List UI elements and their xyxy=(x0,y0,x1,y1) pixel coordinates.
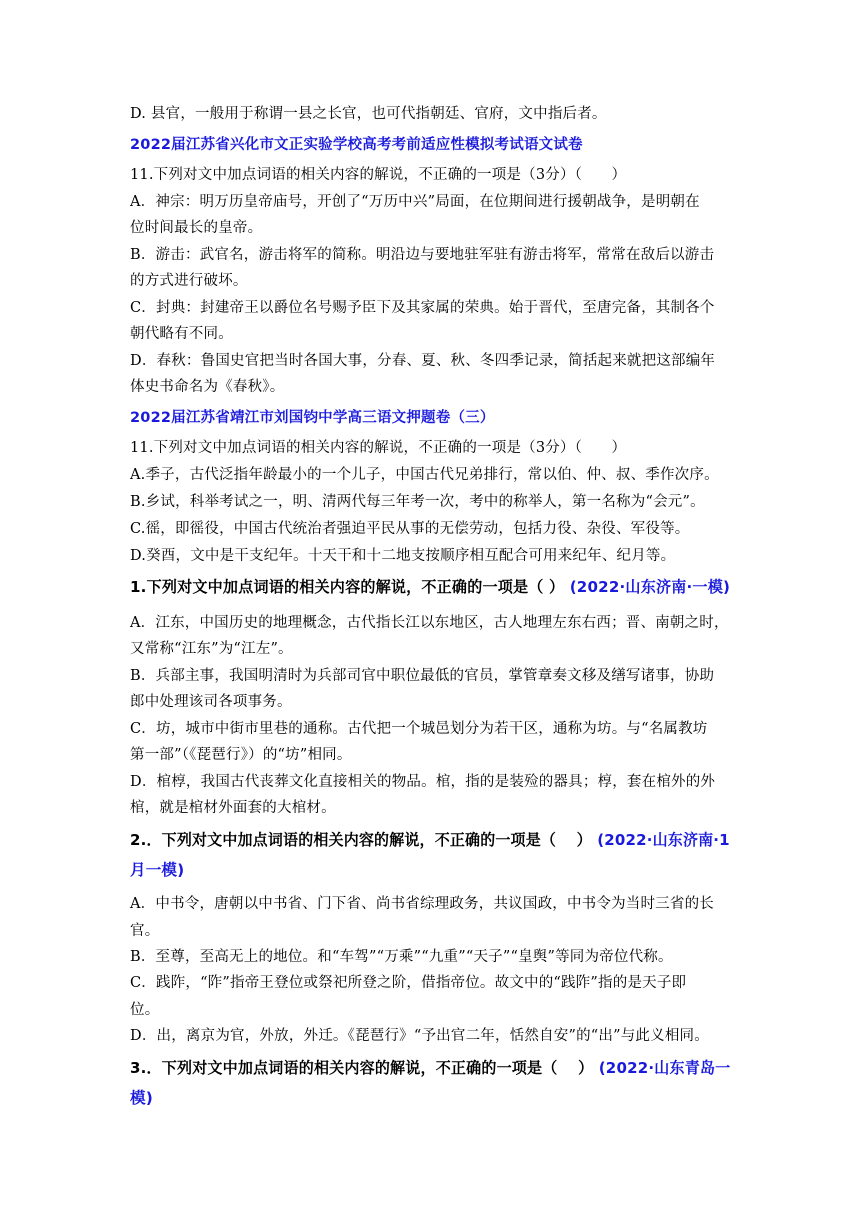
option-line: 第一部”（《琵琶行》）的“坊”相同。 xyxy=(130,747,352,763)
question-text: 3.．下列对文中加点词语的相关内容的解说，不正确的一项是（ ） xyxy=(130,1059,594,1077)
option-line: 的方式进行破坏。 xyxy=(130,273,248,289)
option-line: 棺，就是棺材外面套的大棺材。 xyxy=(130,800,336,816)
option-line: 体史书命名为《春秋》。 xyxy=(130,379,285,395)
option-line: C.徭，即徭役，中国古代统治者强迫平民从事的无偿劳动，包括力役、杂役、军役等。 xyxy=(130,521,690,537)
question-stem: 11.下列对文中加点词语的相关内容的解说，不正确的一项是（3分）（ ） xyxy=(130,167,627,183)
question-source-tag: (2022·山东济南·1 xyxy=(597,831,730,849)
question-title-continued xyxy=(130,859,184,881)
option-line: 朝代略有不同。 xyxy=(130,326,233,342)
option-line: D．春秋：鲁国史官把当时各国大事，分春、夏、秋、冬四季记录，简括起来就把这部编年 xyxy=(130,353,716,369)
option-line: 位时间最长的皇帝。 xyxy=(130,220,263,236)
option-line: D. 县官，一般用于称谓一县之长官，也可代指朝廷、官府，文中指后者。 xyxy=(130,106,607,122)
question-source-tag: (2022·山东青岛一 xyxy=(598,1059,731,1077)
option-line: 郎中处理该司各项事务。 xyxy=(130,694,292,710)
option-line: D.癸酉，文中是干支纪年。十天干和十二地支按顺序相互配合可用来纪年、纪月等。 xyxy=(130,548,676,564)
question-text: 2.．下列对文中加点词语的相关内容的解说，不正确的一项是（ ） xyxy=(130,831,592,849)
question-stem: 11.下列对文中加点词语的相关内容的解说，不正确的一项是（3分）（ ） xyxy=(130,440,627,456)
option-line: B．游击：武官名，游击将军的简称。明沿边与要地驻军驻有游击将军，常常在敌后以游击 xyxy=(130,247,715,263)
question-source-tag-continued: 模) xyxy=(130,1089,153,1107)
option-line: 官。 xyxy=(130,923,160,939)
question-source-tag: (2022·山东济南·一模) xyxy=(569,578,731,596)
question-text: 1.下列对文中加点词语的相关内容的解说，不正确的一项是（ ） xyxy=(130,578,565,596)
option-line: D．棺椁，我国古代丧葬文化直接相关的物品。棺，指的是装殓的器具；椁，套在棺外的外 xyxy=(130,774,716,790)
option-line: A.季子，古代泛指年龄最小的一个儿子，中国古代兄弟排行，常以伯、仲、叔、季作次序。 xyxy=(130,467,719,483)
option-line: 又常称“江东”为“江左”。 xyxy=(130,641,293,657)
option-line: C．封典：封建帝王以爵位名号赐予臣下及其家属的荣典。始于晋代，至唐完备，其制各个 xyxy=(130,300,715,316)
option-line: C．坊，城市中街市里巷的通称。古代把一个城邑划分为若干区，通称为坊。与“名属教坊 xyxy=(130,721,708,737)
option-line: A．神宗：明万历皇帝庙号，开创了“万历中兴”局面，在位期间进行援朝战争，是明朝在 xyxy=(130,194,700,210)
option-line: A．中书令，唐朝以中书省、门下省、尚书省综理政务，共议国政，中书令为当时三省的长 xyxy=(130,896,714,912)
source-heading: 2022届江苏省靖江市刘国钧中学高三语文押题卷（三） xyxy=(130,410,495,426)
option-line: A．江东，中国历史的地理概念，古代指长江以东地区，古人地理左东右西；晋、南朝之时， xyxy=(130,615,729,631)
question-title xyxy=(130,576,730,598)
option-line: D．出，离京为官，外放，外迁。《琵琶行》“予出官二年，恬然自安”的“出”与此义相同。 xyxy=(130,1028,709,1044)
option-line: B．至尊，至高无上的地位。和“车驾”“万乘”“九重”“天子”“皇舆”等同为帝位代称。 xyxy=(130,949,673,965)
source-heading: 2022届江苏省兴化市文正实验学校高考考前适应性模拟考试语文试卷 xyxy=(130,137,583,153)
question-title xyxy=(130,829,730,851)
option-line: 位。 xyxy=(130,1002,160,1018)
question-source-tag-continued: 月一模) xyxy=(130,861,185,879)
option-line: B．兵部主事，我国明清时为兵部司官中职位最低的官员，掌管章奏文移及缮写诸事，协助 xyxy=(130,668,715,684)
question-title-continued xyxy=(130,1087,153,1109)
question-title xyxy=(130,1057,730,1079)
option-line: B.乡试，科举考试之一，明、清两代每三年考一次，考中的称举人，第一名称为“会元”。 xyxy=(130,494,705,510)
option-line: C．践阼，“阼”指帝王登位或祭祀所登之阶，借指帝位。故文中的“践阼”指的是天子即 xyxy=(130,975,687,991)
